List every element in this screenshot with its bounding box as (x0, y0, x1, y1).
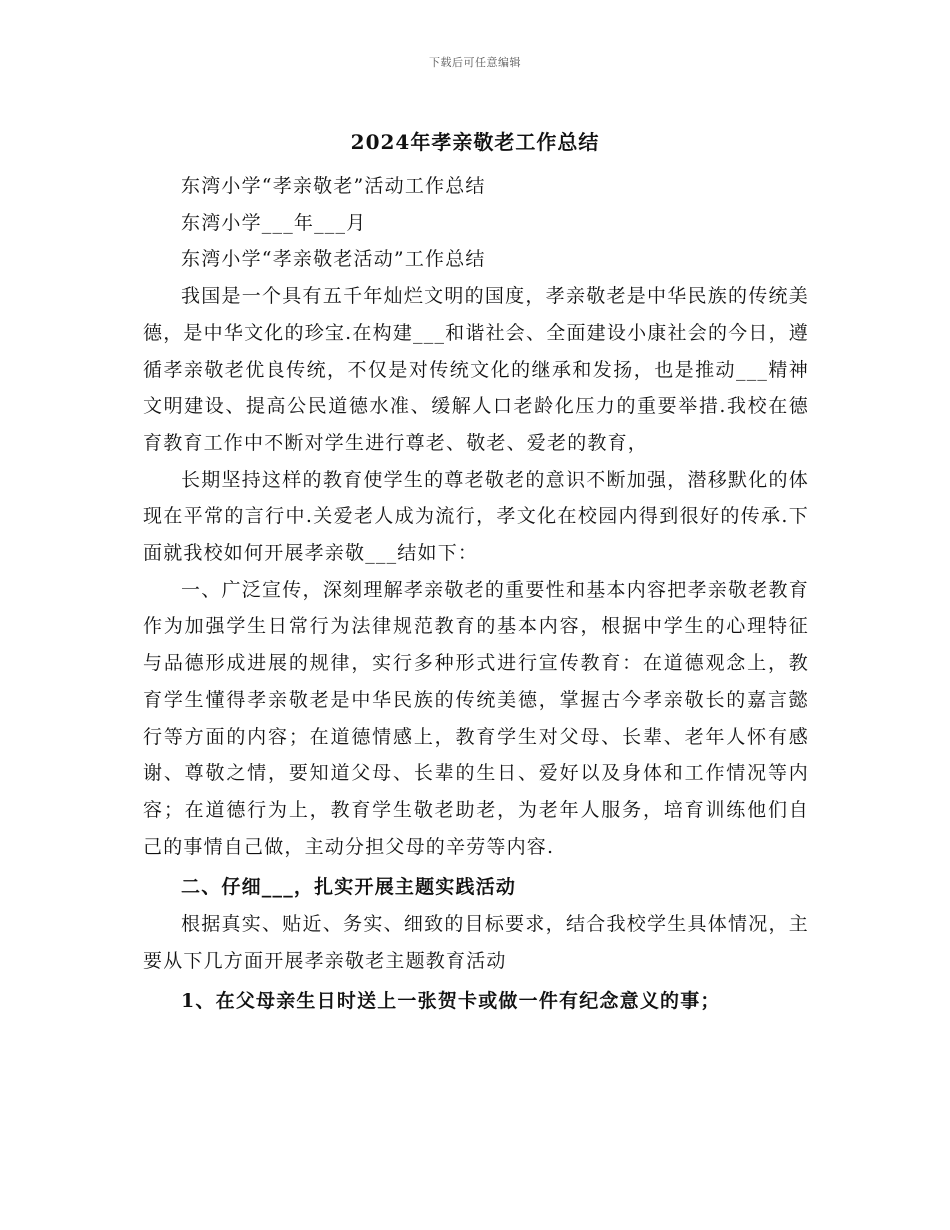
section-two-paragraph: 根据真实、贴近、务实、细致的目标要求，结合我校学生具体情况，主要从下几方面开展孝亲敬老主题教育活动 (143, 913, 809, 972)
section-one: 一、广泛宣传，深刻理解孝亲敬老的重要性和基本内容把孝亲敬老教育作为加强学生日常行为法律规范教育的基本内容，根据中学生的心理特征与品德形成进展的规律，实行多种形式进行宣传教育：在道德观念上，教育学生懂得孝亲敬老是中华民族的传统美德，掌握古今孝亲敬长的嘉言懿行等方面的内容；在道德情感上，教育学生对父母、长辈、老年人怀有感谢、尊敬之情，要知道父母、长辈的生日、爱好以及身体和工作情况等内容；在道德行为上，教育学生敬老助老，为老年人服务，培育训练他们自己的事情自己做，主动分担父母的辛劳等内容. (143, 578, 809, 858)
subtitle-line-2: 东湾小学“孝亲敬老活动”工作总结 (181, 248, 486, 271)
subtitle-line: 东湾小学“孝亲敬老”活动工作总结 (181, 175, 486, 197)
section-two-heading: 二、仔细___，扎实开展主题实践活动 (181, 876, 517, 899)
document-title: 2024年孝亲敬老工作总结 (350, 130, 600, 154)
header-note: 下载后可任意编辑 (429, 56, 521, 69)
paragraph-continuation: 长期坚持这样的教育使学生的尊老敬老的意识不断加强，潜移默化的体现在平常的言行中.关爱老人成为流行，孝文化在校园内得到很好的传承.下面就我校如何开展孝亲敬___结如下： (143, 468, 809, 565)
list-item-1: 1、在父母亲生日时送上一张贺卡或做一件有纪念意义的事； (181, 990, 721, 1013)
date-line: 东湾小学___年___月 (181, 211, 367, 234)
document-body (143, 168, 809, 1020)
paragraph-intro: 我国是一个具有五千年灿烂文明的国度，孝亲敬老是中华民族的传统美德，是中华文化的珍宝.在构建___和谐社会、全面建设小康社会的今日，遵循孝亲敬老优良传统，不仅是对传统文化的继承和发扬，也是推动___精神文明建设、提高公民道德水准、缓解人口老龄化压力的重要举措.我校在德育教育工作中不断对学生进行尊老、敬老、爱老的教育， (143, 285, 809, 454)
